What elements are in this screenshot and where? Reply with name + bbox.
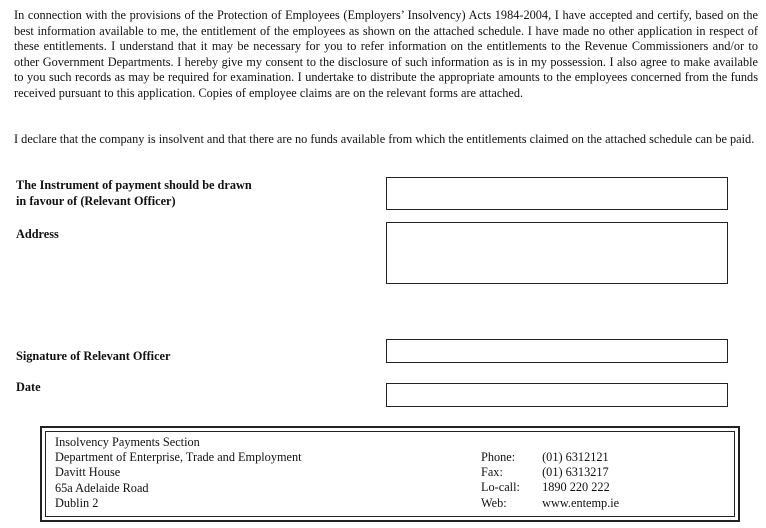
declaration-paragraph-1: In connection with the provisions of the Protection of Employees (Employers’ Insolvency) Acts 1984-2004, I have accepted and certify, based on the best information available to me, the entitlement of the employees as shown on the attached schedule. I have made no other application in respect of these entitlements. I understand that it may be necessary for you to refer information on the entitlements to the Revenue Commissioners and/or to other Government Departments. I hereby give my consent to the disclosure of such information as is in my possession. I also agree to make available to you such records as may be required for examination. I undertake to distribute the appropriate amounts to the employees concerned from the funds received pursuant to this application. Copies of employee claims are on the relevant forms are attached.	[14, 8, 758, 100]
payee-label-line-2: in favour of (Relevant Officer)	[16, 193, 176, 208]
phone-value: (01) 6312121	[542, 450, 609, 464]
web-row	[481, 496, 619, 511]
fax-label: Fax:	[481, 465, 503, 480]
signature-label: Signature of Relevant Officer	[16, 349, 171, 363]
locall-row	[481, 480, 619, 495]
address-line-building: Davitt House	[55, 465, 121, 480]
address-line-department: Department of Enterprise, Trade and Employment	[55, 450, 302, 465]
contact-details	[481, 450, 619, 511]
date-label: Date	[16, 380, 41, 394]
address-line-city: Dublin 2	[55, 495, 99, 510]
fax-row	[481, 465, 619, 480]
web-label: Web:	[481, 495, 507, 510]
fax-value: (01) 6313217	[542, 465, 609, 480]
payee-field[interactable]	[386, 177, 728, 210]
phone-row	[481, 450, 619, 465]
section-address	[55, 435, 302, 511]
address-line-section: Insolvency Payments Section	[55, 435, 200, 449]
phone-label: Phone:	[481, 450, 516, 464]
contact-info-box	[40, 426, 740, 522]
address-label: Address	[16, 227, 59, 241]
payee-label	[16, 178, 252, 209]
locall-label: Lo-call:	[481, 480, 520, 495]
declaration-paragraph-2: I declare that the company is insolvent and that there are no funds available from which the entitlements claimed on the attached schedule can be paid.	[14, 132, 755, 146]
payee-label-line-1: The Instrument of payment should be drawn	[16, 178, 252, 192]
address-field[interactable]	[386, 222, 728, 284]
web-link[interactable]: www.entemp.ie	[542, 495, 620, 510]
address-line-street: 65a Adelaide Road	[55, 480, 149, 495]
date-field[interactable]	[386, 383, 728, 407]
signature-field[interactable]	[386, 339, 728, 363]
contact-info-inner-border	[45, 431, 735, 517]
locall-value: 1890 220 222	[542, 480, 610, 495]
